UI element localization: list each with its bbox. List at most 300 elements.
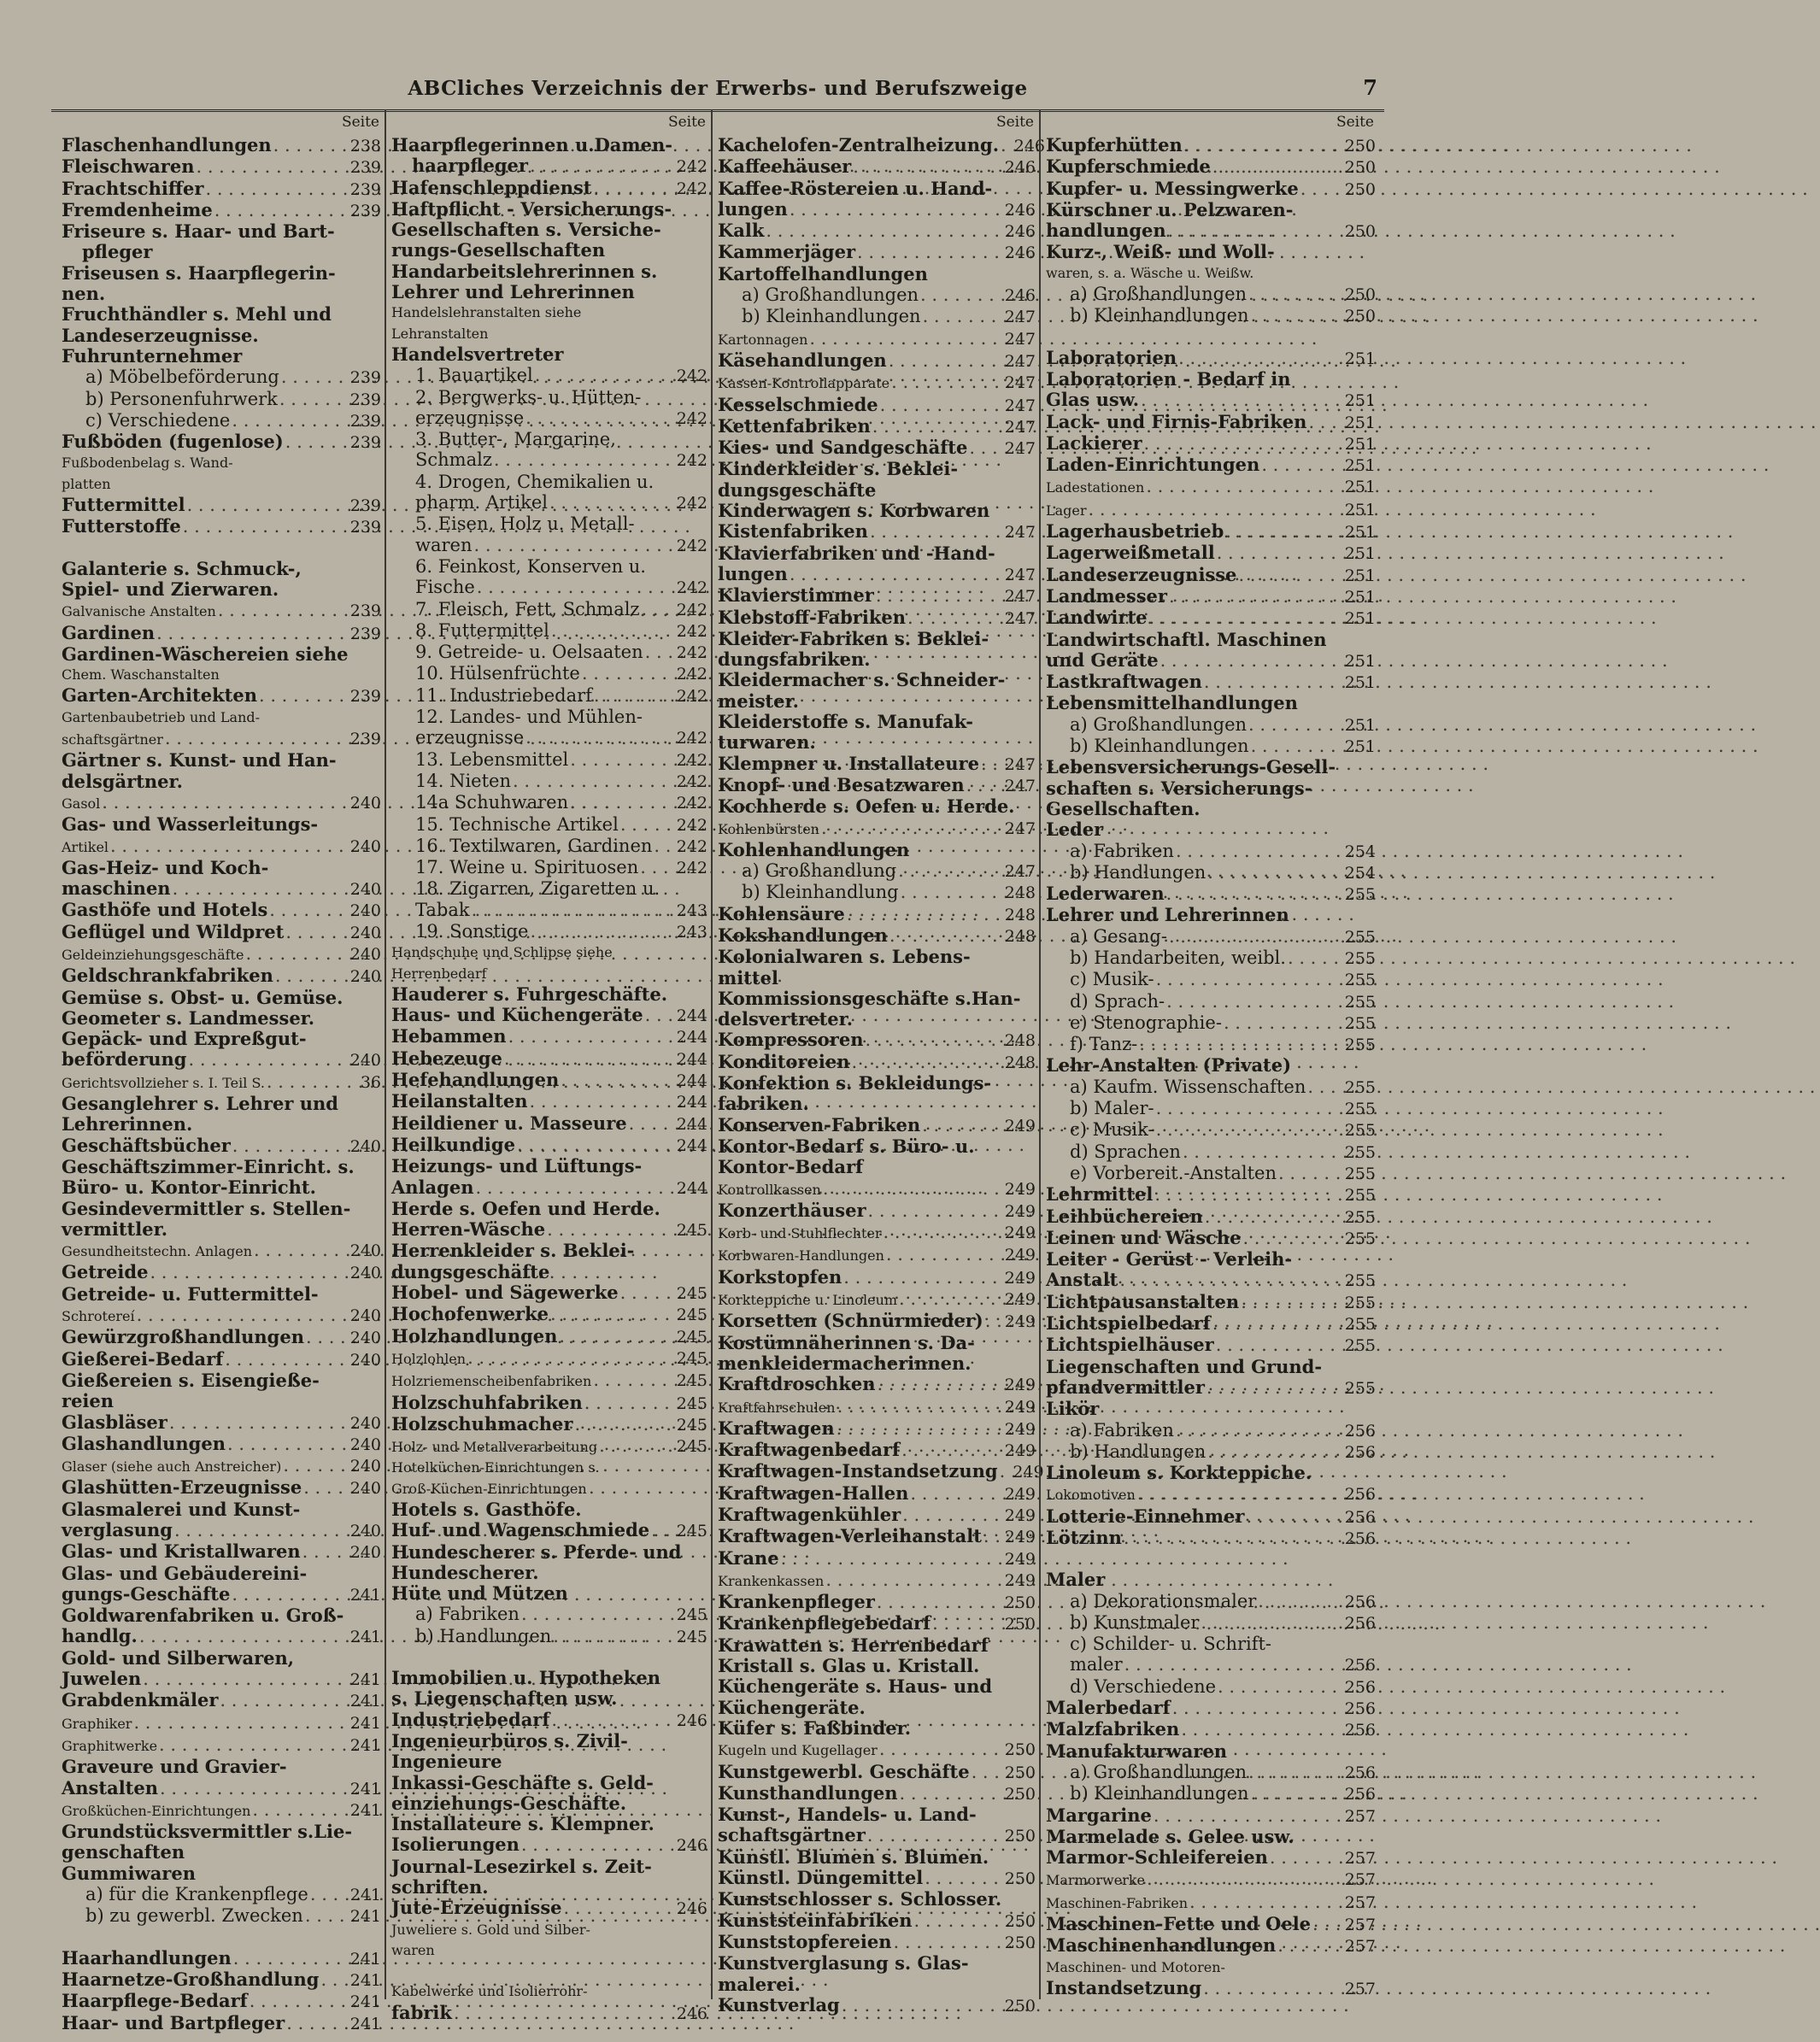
leader-dots [851, 156, 998, 177]
index-entry [391, 2003, 707, 2024]
entry-term: Installateure s. Klempner. [391, 1813, 655, 1835]
entry-term: reien [62, 1390, 114, 1412]
index-entry [391, 135, 707, 155]
entry-term: mittel [718, 966, 778, 989]
entry-page-number: 248 [1004, 1031, 1036, 1051]
index-entry [1046, 1012, 1376, 1034]
entry-page-number: 246 [676, 1899, 707, 1919]
entry-page-number: 250 [1004, 1869, 1036, 1889]
entry-page-number: 251 [1344, 456, 1376, 476]
leader-dots [1199, 1612, 1338, 1633]
index-column-1 [56, 109, 385, 2033]
leader-dots [302, 1477, 343, 1498]
index-entry [718, 1094, 1036, 1114]
index-entry [391, 1752, 707, 1772]
index-entry [718, 1783, 1036, 1804]
index-entry [718, 754, 1036, 775]
entry-page-number: 241 [349, 1907, 381, 1927]
entry-page-number: 255 [1344, 1378, 1376, 1398]
index-entry [718, 796, 1036, 817]
leader-dots [1239, 1292, 1338, 1312]
entry-term: Kleidermacher s. Schneider- [718, 669, 1006, 691]
index-entry [718, 1718, 1036, 1739]
leader-dots [892, 1932, 999, 1952]
entry-term: Lagerhausbetrieb [1046, 520, 1224, 543]
entry-term: lungen [718, 562, 788, 584]
entry-page-number: 255 [1344, 1315, 1376, 1335]
index-entry [1046, 1441, 1376, 1463]
entry-page-number: 239 [349, 496, 381, 516]
index-entry [1046, 841, 1376, 862]
index-entry [62, 1008, 381, 1029]
entry-page-number: 255 [1344, 1207, 1376, 1227]
index-entry [1046, 412, 1376, 433]
index-entry [62, 1605, 381, 1626]
entry-page-number: 257 [1344, 1806, 1376, 1826]
index-entry [1046, 1612, 1376, 1634]
entry-term: Knopf- und Besatzwaren [718, 773, 965, 795]
index-entry [391, 408, 707, 429]
index-entry [391, 1668, 707, 1688]
leader-dots [619, 1282, 670, 1303]
leader-dots [592, 178, 670, 198]
leader-dots [557, 1326, 670, 1347]
entry-term: Gewürzgroßhandlungen [62, 1326, 304, 1348]
index-entry [391, 1304, 707, 1325]
index-entry [62, 389, 381, 410]
entry-term: Kupfer- u. Messingwerke [1046, 177, 1299, 199]
entry-page-number: 245 [676, 1394, 707, 1413]
index-entry [1046, 1377, 1376, 1399]
index-entry [62, 1262, 381, 1283]
entry-term: Ingenieure [391, 1751, 502, 1773]
entry-term: Gummiwaren [62, 1862, 196, 1884]
index-entry [1046, 1313, 1376, 1335]
entry-term: waren [415, 534, 473, 555]
entry-term: Kesselschmiede [718, 393, 878, 415]
index-entry [62, 1584, 381, 1605]
entry-term: 9. Getreide- u. Oelsaaten [415, 642, 643, 663]
index-entry [62, 559, 381, 579]
leader-dots [216, 600, 343, 620]
index-entry [391, 1626, 707, 1647]
entry-term: Handelsvertreter [391, 343, 564, 365]
entry-term: Margarine [1046, 1804, 1152, 1826]
leader-dots [1201, 1978, 1338, 1998]
index-entry [1046, 1357, 1376, 1377]
entry-page-number: 242 [676, 536, 707, 555]
leader-dots [1179, 1719, 1338, 1740]
entry-term: Lack- und Firnis-Fabriken [1046, 410, 1307, 432]
index-entry [1046, 650, 1376, 672]
page-number: 7 [1363, 75, 1377, 100]
index-entry [718, 1592, 1036, 1613]
entry-term: Linoleum s. Korkteppiche. [1046, 1462, 1312, 1484]
index-entry [62, 792, 381, 814]
index-entry [1046, 1077, 1376, 1098]
entry-term: 2. Bergwerks- u. Hütten- [415, 386, 642, 408]
leader-dots [284, 431, 343, 452]
entry-page-number: 251 [1344, 391, 1376, 411]
leader-dots [597, 1435, 670, 1456]
entry-term: 17. Weine u. Spirituosen [415, 857, 639, 878]
entry-term: a) Großhandlungen [1070, 713, 1248, 735]
leader-dots [1118, 1270, 1338, 1290]
entry-term: b) Personenfuhrwerk [85, 388, 278, 409]
entry-term: Kugeln und Kugellager [718, 1742, 878, 1759]
index-entry [62, 1455, 381, 1477]
index-entry [1046, 1463, 1376, 1483]
entry-page-number: 242 [676, 451, 707, 471]
entry-page-number: 255 [1344, 1077, 1376, 1097]
index-entry [62, 200, 381, 221]
entry-term: maschinen [62, 877, 171, 900]
index-entry [62, 538, 381, 559]
index-entry [718, 437, 1036, 459]
entry-term: Kraftwagenkühler [718, 1504, 901, 1525]
entry-term: s. Liegenschaften usw. [391, 1687, 618, 1710]
entry-term: Lichtspielbedarf [1046, 1312, 1211, 1335]
leader-dots [304, 1327, 343, 1347]
entry-term: Friseure s. Haar- und Bart- [62, 220, 335, 243]
index-entry [1046, 433, 1376, 455]
entry-term: Gesellschaften s. Versiche- [391, 219, 661, 241]
leader-dots [285, 2013, 343, 2033]
leader-dots [507, 1026, 670, 1047]
leader-dots [173, 1520, 343, 1540]
index-entry [1046, 156, 1376, 178]
index-entry [1046, 521, 1376, 543]
entry-page-number: 249 [1004, 1290, 1036, 1310]
entry-page-number: 251 [1344, 349, 1376, 368]
index-entry [1046, 476, 1376, 498]
index-entry [62, 644, 381, 665]
index-entry [1046, 1869, 1376, 1891]
entry-page-number: 244 [676, 1049, 707, 1069]
entry-term: Kontor-Bedarf [718, 1156, 864, 1178]
entry-page-number: 250 [1344, 222, 1376, 242]
entry-term: Schrotereí [62, 1308, 135, 1325]
entry-page-number: 242 [676, 836, 707, 856]
entry-term: Kürschner u. Pelzwaren- [1046, 198, 1294, 220]
leader-dots [520, 1604, 670, 1624]
index-entry [1046, 499, 1376, 521]
entry-page-number: 257 [1344, 1979, 1376, 1998]
index-entry [62, 623, 381, 644]
index-entry [391, 492, 707, 513]
entry-page-number: 247 [1004, 351, 1036, 371]
entry-page-number: 240 [349, 1051, 381, 1071]
index-entry [391, 1135, 707, 1156]
leader-dots [1247, 284, 1338, 304]
entry-page-number: 249 [1004, 1376, 1036, 1395]
page-column-heading: Seite [995, 114, 1034, 131]
index-entry [718, 840, 1036, 860]
entry-page-number: 245 [676, 1306, 707, 1325]
leader-dots [896, 860, 998, 881]
entry-term: c) Musik- [1070, 969, 1154, 990]
entry-page-number: 240 [349, 1329, 381, 1348]
entry-page-number: 240 [349, 1413, 381, 1433]
leader-dots [1183, 135, 1338, 155]
index-entry [391, 535, 707, 556]
entry-term: lungen [718, 197, 788, 220]
entry-term: Küchengeräte. [718, 1696, 866, 1718]
index-entry [1046, 390, 1376, 411]
leader-dots [592, 685, 670, 706]
leader-dots [223, 1349, 343, 1370]
entry-term: haarpfleger [412, 155, 528, 177]
entry-term: Kinderkleider s. Beklei- [718, 458, 959, 480]
index-entry [62, 326, 381, 346]
leader-dots [163, 728, 343, 748]
leader-dots [638, 857, 670, 877]
index-column-3 [711, 109, 1046, 2016]
entry-term: Kunstschlosser s. Schlosser. [718, 1888, 1002, 1910]
entry-page-number: 255 [1344, 992, 1376, 1012]
entry-term: Futterstoffe [62, 515, 181, 537]
index-entry [718, 925, 1036, 947]
entry-page-number: 255 [1344, 885, 1376, 905]
index-entry [62, 1822, 381, 1842]
entry-page-number: 240 [349, 944, 381, 964]
index-entry [62, 284, 381, 304]
entry-term: Lokomotiven [1046, 1487, 1136, 1504]
entry-page-number: 249 [1004, 1246, 1036, 1265]
entry-page-number: 251 [1344, 609, 1376, 629]
entry-term: Haarpflegerinnen u.Damen- [391, 134, 672, 155]
entry-term: Büro- u. Kontor-Einricht. [62, 1176, 316, 1199]
index-entry [718, 712, 1036, 732]
entry-term: erzeugnisse [415, 407, 525, 428]
entry-term: Gemüse s. Obst- u. Gemüse. [62, 986, 343, 1008]
index-entry [1046, 1528, 1376, 1549]
entry-term: Getreide [62, 1261, 149, 1283]
leader-dots [562, 1898, 670, 1918]
index-entry [1046, 1249, 1376, 1270]
leader-dots [1154, 1098, 1338, 1118]
index-entry [391, 220, 707, 240]
index-entry [1046, 778, 1376, 799]
entry-term: Anstalt [1046, 1269, 1118, 1291]
index-entry [391, 344, 707, 365]
entry-term: Klavierfabriken und -Hand- [718, 542, 995, 564]
index-entry [718, 1932, 1036, 1953]
leader-dots [213, 200, 343, 220]
entry-page-number: 256 [1344, 1763, 1376, 1782]
entry-term: Isolierungen [391, 1834, 520, 1856]
page-header [51, 75, 1384, 112]
entry-term: 10. Hülsenfrüchte [415, 663, 580, 684]
entry-term: Herrenbedarf [391, 965, 487, 982]
entry-term: genschaften [62, 1841, 185, 1863]
index-entry [391, 199, 707, 220]
entry-page-number: 242 [676, 750, 707, 770]
entry-page-number: 251 [1344, 413, 1376, 432]
entry-term: d) Verschiedene [1070, 1675, 1217, 1697]
leader-dots [1306, 412, 1338, 432]
index-entry [718, 1030, 1036, 1051]
leader-dots [475, 577, 670, 597]
entry-term: Holzschuhfabriken [391, 1391, 583, 1413]
leader-dots [319, 1969, 343, 1990]
index-entry [718, 860, 1036, 882]
leader-dots [1177, 348, 1338, 368]
leader-dots [906, 607, 998, 628]
page-column-heading: Seite [1336, 114, 1374, 131]
entry-term: Fische [415, 577, 475, 598]
entry-page-number: 248 [1004, 926, 1036, 946]
index-entry [62, 1669, 381, 1690]
leader-dots [1259, 455, 1338, 475]
leader-dots [1152, 1805, 1338, 1826]
entry-page-number: 247 [1004, 329, 1036, 349]
leader-dots [278, 389, 343, 409]
index-entry [718, 989, 1036, 1009]
index-entry [718, 1505, 1036, 1526]
entry-term: Gas-Heiz- und Koch- [62, 856, 269, 878]
entry-term: Kunstverlag [718, 1993, 840, 2016]
entry-page-number: 242 [676, 815, 707, 835]
entry-term: Ingenieurbüros s. Zivil- [391, 1729, 628, 1752]
leader-dots [1154, 1119, 1338, 1140]
leader-dots [548, 492, 670, 513]
index-entry [391, 1070, 707, 1091]
leader-dots [1202, 672, 1338, 692]
index-entry [718, 1157, 1036, 1177]
leader-dots [1181, 1141, 1338, 1162]
index-column-4 [1039, 109, 1379, 1999]
entry-term: Hochofenwerke [391, 1303, 549, 1325]
leader-dots [158, 1778, 343, 1798]
leader-dots [840, 1995, 998, 2016]
entry-term: Kassen-Kontrollapparate [718, 375, 890, 392]
index-entry [1046, 565, 1376, 586]
entry-page-number: 247 [1004, 608, 1036, 628]
index-entry [391, 942, 707, 963]
index-entry [718, 372, 1036, 394]
index-entry [1046, 200, 1376, 220]
entry-term: Landwirtschaftl. Maschinen [1046, 628, 1327, 650]
entry-term: Maschinen- und Motoren- [1046, 1958, 1225, 1975]
index-entry [391, 178, 707, 199]
leader-dots [1249, 736, 1338, 756]
leader-dots [470, 900, 670, 920]
index-entry [391, 1834, 707, 1856]
index-entry [391, 1026, 707, 1047]
entry-page-number: 249 [1013, 1463, 1044, 1482]
entry-term: Lötzinn [1046, 1527, 1122, 1548]
leader-dots [919, 285, 998, 305]
index-entry [1046, 1141, 1376, 1163]
leader-dots [1306, 1077, 1338, 1097]
leader-dots [473, 535, 671, 555]
leader-dots [1203, 1206, 1338, 1227]
entry-term: delsvertreter. [718, 1008, 854, 1030]
index-entry [391, 1877, 707, 1898]
entry-term: und Geräte [1046, 648, 1159, 671]
entry-term: Marmor-Schleifereien [1046, 1846, 1268, 1869]
entry-page-number: 251 [1344, 523, 1376, 543]
entry-page-number: 246 [1004, 244, 1036, 263]
index-entry [391, 513, 707, 534]
leader-dots [250, 1799, 343, 1820]
entry-term: schriften. [391, 1876, 489, 1898]
entry-term: Getreide- u. Futtermittel- [62, 1282, 319, 1305]
index-entry [62, 1305, 381, 1327]
entry-page-number: 238 [349, 137, 381, 155]
entry-term: Grabdenkmäler [62, 1689, 219, 1711]
entry-term: Gas- und Wasserleitungs- [62, 813, 319, 836]
leader-dots [100, 792, 343, 813]
leader-dots [545, 1219, 670, 1240]
index-entry [391, 1177, 707, 1199]
leader-dots [1224, 521, 1338, 542]
entry-term: c) Schilder- u. Schrift- [1070, 1634, 1272, 1655]
entry-term: 11. Industriebedarf [415, 684, 592, 706]
index-entry [391, 1393, 707, 1414]
leader-dots [1087, 499, 1338, 519]
entry-term: e) Stenographie- [1070, 1012, 1222, 1033]
leader-dots [267, 900, 343, 920]
entry-page-number: 245 [676, 1415, 707, 1435]
index-entry [718, 1526, 1036, 1547]
entry-page-number: 242 [676, 794, 707, 813]
entry-term: Küfer s. Faßbinder. [718, 1716, 912, 1739]
entry-page-number: 242 [676, 772, 707, 791]
entry-term: beförderung [62, 1048, 187, 1071]
entry-term: 14a Schuhwaren [415, 792, 569, 813]
entry-page-number: 245 [676, 1627, 707, 1646]
index-entry [62, 1412, 381, 1434]
index-entry [391, 1282, 707, 1304]
index-entry [391, 1898, 707, 1919]
entry-term: pfandvermittler [1046, 1376, 1205, 1398]
leader-dots [779, 1548, 998, 1569]
entry-page-number: 255 [1344, 1164, 1376, 1183]
entry-page-number: 250 [1004, 1615, 1036, 1634]
entry-page-number: 244 [676, 1071, 707, 1091]
entry-page-number: 251 [1344, 587, 1376, 607]
index-entry [391, 707, 707, 727]
index-column-2 [385, 109, 711, 2023]
entry-term: Kommissionsgeschäfte s.Han- [718, 987, 1021, 1009]
entry-term: Kistenfabriken [718, 520, 868, 543]
index-entry [1046, 1483, 1376, 1505]
entry-term: c) Verschiedene [85, 409, 231, 431]
entry-page-number: 246 [1013, 137, 1046, 155]
index-entry [718, 1483, 1036, 1505]
entry-term: Gardinen-Wäschereien siehe [62, 643, 349, 665]
index-entry [391, 577, 707, 598]
index-entry [391, 1814, 707, 1834]
entry-page-number: 241 [349, 1800, 381, 1820]
entry-term: Handschuhe und Schlipse siehe [391, 944, 613, 961]
entry-term: turwaren. [718, 731, 816, 754]
entry-term: waren, s. a. Wäsche u. Weißw. [1046, 264, 1254, 281]
entry-term: 4. Drogen, Chemikalien u. [415, 471, 655, 492]
leader-dots [788, 564, 998, 584]
leader-dots [1211, 1313, 1338, 1334]
index-entry [391, 663, 707, 684]
index-entry [62, 516, 381, 537]
leader-dots [836, 1396, 998, 1417]
entry-page-number: 251 [1344, 434, 1376, 454]
leader-dots [551, 1626, 670, 1646]
index-entry [391, 472, 707, 492]
index-entry [1046, 242, 1376, 262]
index-entry [1046, 1783, 1376, 1804]
